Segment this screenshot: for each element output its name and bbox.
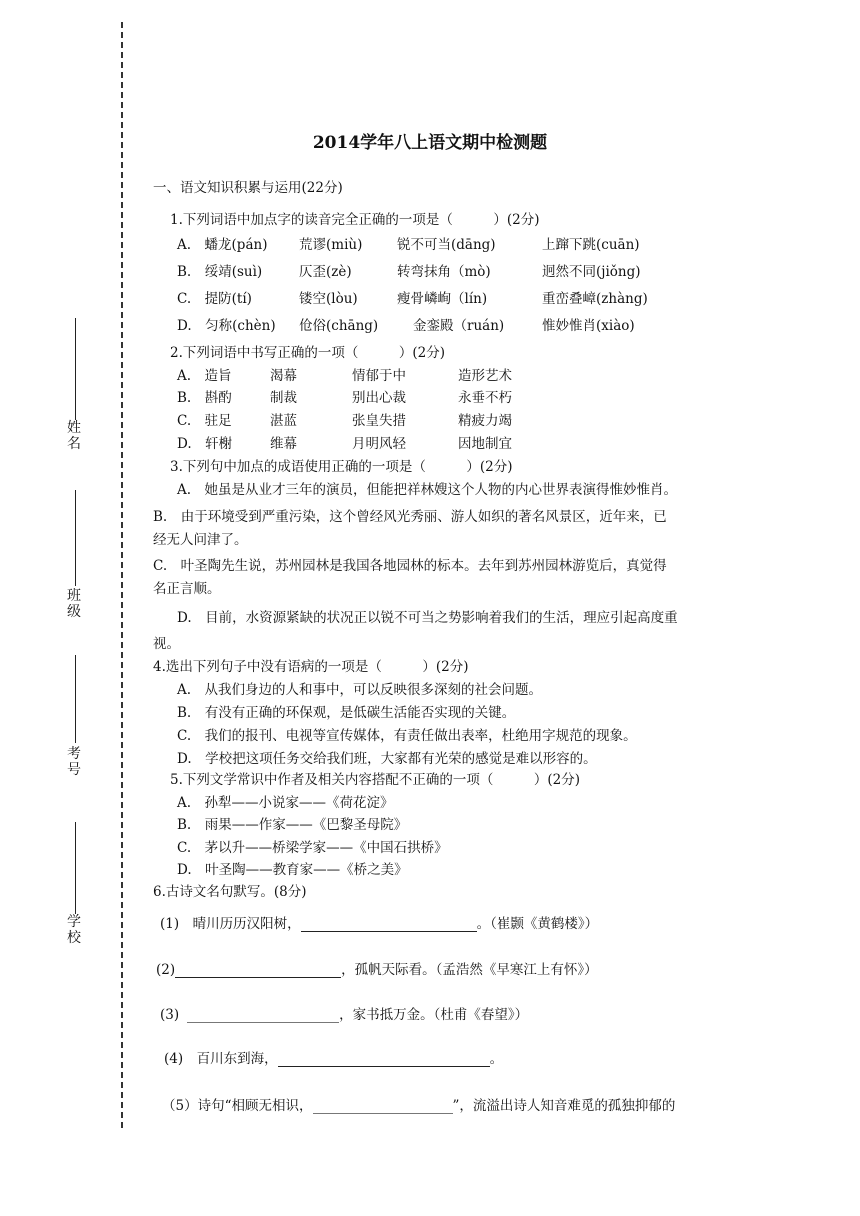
- class-label: 班级: [67, 588, 81, 620]
- q6-line1: [160, 912, 598, 932]
- page-title: 2014学年八上语文期中检测题: [312, 133, 548, 153]
- q1-d-item4: 惟妙惟肖(xiào): [542, 318, 635, 334]
- q5-option-c: C. 茅以升——桥梁学家——《中国石拱桥》: [177, 840, 448, 856]
- q6-line2-prefix: (2): [156, 962, 176, 978]
- q2-c-item2: 湛蓝: [270, 413, 297, 429]
- q2-b-item2: 制裁: [270, 390, 297, 406]
- q1-d-item1: D. 匀称(chèn): [177, 318, 276, 334]
- q1-a-item2: 荒谬(miù): [299, 237, 363, 253]
- q4-option-d: D. 学校把这项任务交给我们班，大家都有光荣的感觉是难以形容的。: [177, 751, 597, 767]
- name-label: 姓名: [67, 420, 81, 452]
- q1-c-item2: 镂空(lòu): [299, 291, 358, 307]
- q6-stem: 6.古诗文名句默写。(8分): [153, 884, 307, 900]
- q2-stem: 2.下列词语中书写正确的一项（ ）(2分): [170, 345, 446, 361]
- q3-option-a: A. 她虽是从业才三年的演员，但能把祥林嫂这个人物的内心世界表演得惟妙惟肖。: [177, 482, 678, 498]
- q6-line4-suffix: 。: [489, 1051, 504, 1067]
- q1-c-item3: 瘦骨嶙峋（lín): [397, 291, 488, 307]
- q2-b-item3: 别出心裁: [352, 390, 406, 406]
- q1-b-item3: 转弯抹角（mò): [397, 264, 491, 280]
- q5-option-a: A. 孙犁——小说家——《荷花淀》: [177, 795, 394, 811]
- q2-a-item2: 渴幕: [270, 368, 297, 384]
- q3-option-c-line2: 名正言顺。: [153, 581, 221, 597]
- q1-d-item2: 伧俗(chāng): [299, 318, 379, 334]
- q5-option-b: B. 雨果——作家——《巴黎圣母院》: [177, 817, 408, 833]
- q5-option-d: D. 叶圣陶——教育家——《桥之美》: [177, 862, 408, 878]
- exam-number-write-line: [75, 655, 76, 743]
- q6-line5: [162, 1094, 675, 1114]
- q2-d-item1: D. 轩榭: [177, 436, 233, 452]
- q3-stem: 3.下列句中加点的成语使用正确的一项是（ ）(2分): [170, 459, 513, 475]
- q1-a-item1: A. 蟠龙(pán): [177, 237, 268, 253]
- q4-option-c: C. 我们的报刊、电视等宣传媒体，有责任做出表率，杜绝用字规范的现象。: [177, 728, 637, 744]
- q2-d-item4: 因地制宜: [458, 436, 512, 452]
- section-heading: 一、语文知识积累与运用(22分): [153, 180, 343, 196]
- q3-option-d-line2: 视。: [153, 636, 180, 652]
- q2-a-item3: 情郁于中: [352, 368, 406, 384]
- q6-line1-suffix: 。（崔颢《黄鹤楼》）: [476, 916, 599, 932]
- q2-c-item3: 张皇失措: [352, 413, 406, 429]
- q6-line3: [160, 1003, 528, 1023]
- q6-line3-suffix: ，家书抵万金。（杜甫《春望》）: [339, 1007, 529, 1023]
- q6-answer-blank-3[interactable]: [187, 1008, 339, 1023]
- q6-line4-prefix: (4) 百川东到海，: [164, 1051, 278, 1067]
- q2-b-item1: B. 斟酌: [177, 390, 232, 406]
- q1-c-item4: 重峦叠嶂(zhàng): [542, 291, 648, 307]
- q1-b-item1: B. 绥靖(suì): [177, 264, 263, 280]
- q6-line2-suffix: ，孤帆天际看。（孟浩然《早寒江上有怀》）: [341, 962, 598, 978]
- q5-stem: 5.下列文学常识中作者及相关内容搭配不正确的一项（ ）(2分): [170, 772, 581, 788]
- class-write-line: [75, 490, 76, 586]
- name-write-line: [75, 318, 76, 420]
- q1-a-item3: 锐不可当(dāng): [397, 237, 496, 253]
- q2-c-item4: 精疲力竭: [458, 413, 512, 429]
- q6-line3-prefix: (3): [160, 1007, 180, 1023]
- q6-line5-suffix: ”，流溢出诗人知音难觅的孤独抑郁的: [452, 1098, 676, 1114]
- q1-b-item2: 仄歪(zè): [299, 264, 352, 280]
- q6-line2: [156, 958, 598, 978]
- exam-number-label: 考号: [67, 746, 81, 778]
- q2-c-item1: C. 驻足: [177, 413, 232, 429]
- q2-a-item1: A. 造旨: [177, 368, 232, 384]
- q2-d-item3: 月明风轻: [352, 436, 406, 452]
- q6-line1-prefix: (1) 晴川历历汉阳树，: [160, 916, 301, 932]
- q6-answer-blank-1[interactable]: [301, 917, 477, 932]
- q1-b-item4: 迥然不同(jiǒng): [542, 264, 641, 280]
- school-write-line: [75, 822, 76, 914]
- binding-dashed-line: [121, 22, 123, 1128]
- q6-answer-blank-2[interactable]: [175, 963, 341, 978]
- q4-stem: 4.选出下列句子中没有语病的一项是（ ）(2分): [153, 659, 469, 675]
- q6-line4: [164, 1047, 503, 1067]
- q3-option-c-line1: C. 叶圣陶先生说，苏州园林是我国各地园林的标本。去年到苏州园林游览后，真觉得: [153, 558, 667, 574]
- school-label: 学校: [67, 914, 81, 946]
- q3-option-b-line1: B. 由于环境受到严重污染，这个曾经风光秀丽、游人如织的著名风景区，近年来，已: [153, 509, 667, 525]
- q1-c-item1: C. 提防(tí): [177, 291, 252, 307]
- q4-option-b: B. 有没有正确的环保观，是低碳生活能否实现的关键。: [177, 705, 516, 721]
- q2-a-item4: 造形艺术: [458, 368, 512, 384]
- q6-answer-blank-4[interactable]: [278, 1052, 490, 1067]
- q6-line5-prefix: （5）诗句“相顾无相识，: [162, 1098, 313, 1114]
- q1-stem: 1.下列词语中加点字的读音完全正确的一项是（ ）(2分): [170, 212, 540, 228]
- q3-option-b-line2: 经无人问津了。: [153, 532, 248, 548]
- q3-option-d-line1: D. 目前，水资源紧缺的状况正以锐不可当之势影响着我们的生活，理应引起高度重: [177, 610, 678, 626]
- q1-a-item4: 上蹿下跳(cuān): [542, 237, 640, 253]
- q1-d-item3: 金銮殿（ruán): [413, 318, 505, 334]
- q4-option-a: A. 从我们身边的人和事中，可以反映很多深刻的社会问题。: [177, 682, 543, 698]
- q6-answer-blank-5[interactable]: [313, 1099, 453, 1114]
- q2-b-item4: 永垂不朽: [458, 390, 512, 406]
- q2-d-item2: 维幕: [270, 436, 297, 452]
